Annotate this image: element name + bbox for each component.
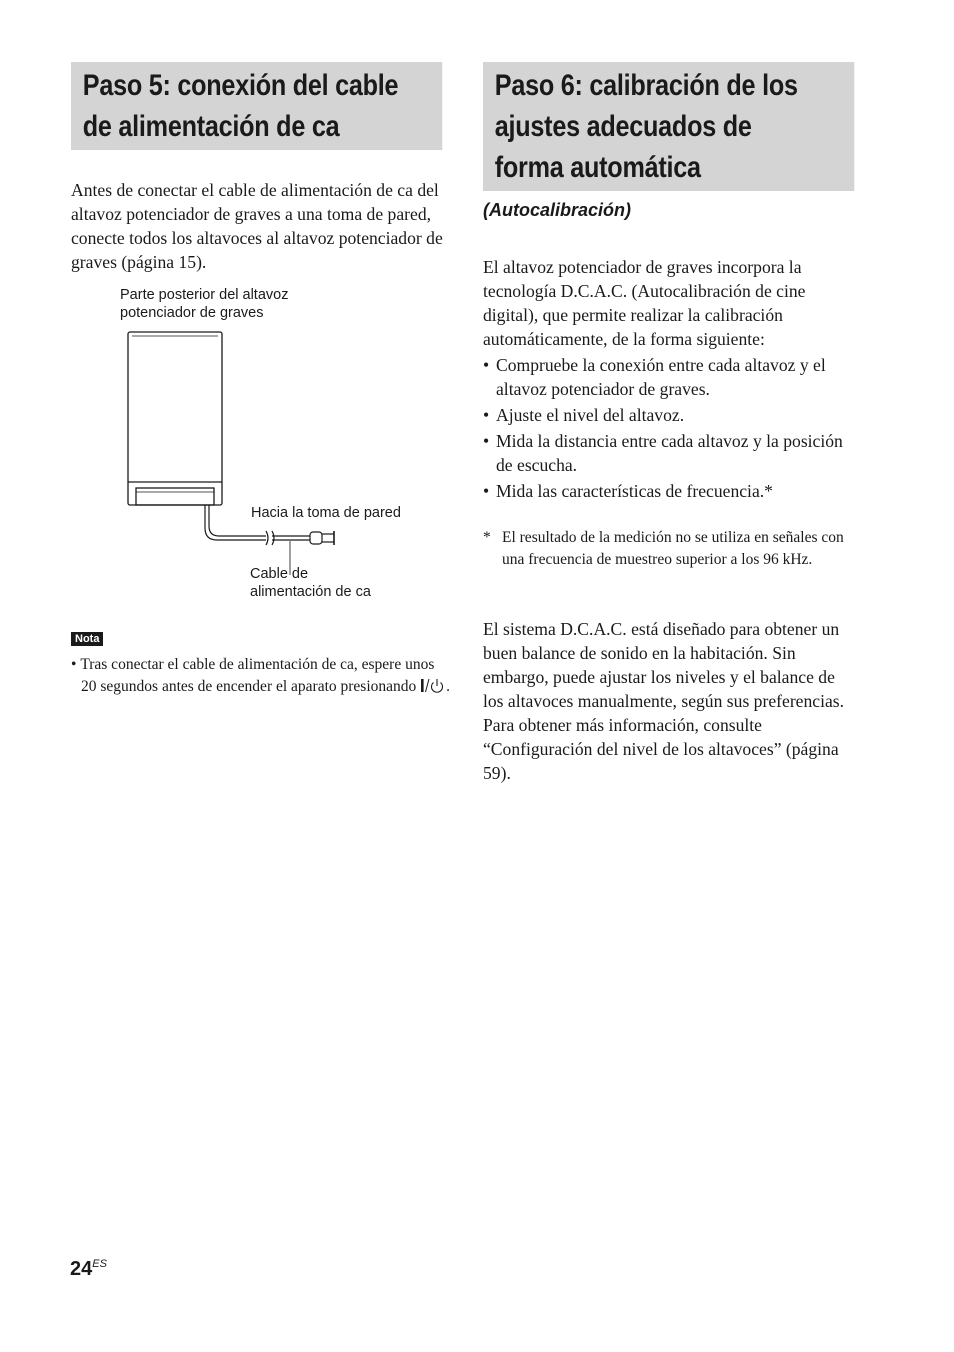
step6-heading-line1: Paso 6: calibración de los	[494, 69, 798, 102]
step5-heading-line1: Paso 5: conexión del cable	[82, 69, 399, 102]
footnote	[483, 527, 855, 570]
step5-heading-line2: de alimentación de ca	[82, 110, 340, 143]
list-item: • Mida las características de frecuencia.*	[483, 479, 855, 503]
note-badge: Nota	[71, 632, 103, 646]
list-item: • Ajuste el nivel del altavoz.	[483, 403, 855, 427]
step6-intro: El altavoz potenciador de graves incorpora la tecnología D.C.A.C. (Autocalibración de cine digital), que permite realizar la calibración automáticamente, de la forma siguiente:	[483, 257, 806, 349]
step5-heading	[71, 62, 442, 150]
list-item: • Mida la distancia entre cada altavoz y la posición de escucha.	[483, 429, 855, 477]
step6-heading-line3: forma automática	[494, 151, 701, 184]
step6-closing: El sistema D.C.A.C. está diseñado para obtener un buen balance de sonido en la habitación. Sin embargo, puede ajustar los niveles y el balance de los altavoces manualmente, según sus preferencias. Para obtener más información, consulte “Configuración del nivel de los altavoces” (página 59).	[483, 619, 845, 783]
diagram-label-rear: Parte posterior del altavoz potenciador de graves	[120, 287, 289, 321]
list-item: • Compruebe la conexión entre cada altavoz y el altavoz potenciador de graves.	[483, 353, 855, 401]
subwoofer-diagram	[120, 328, 380, 418]
subwoofer-rear-illustration	[128, 332, 222, 505]
footnote-mark: *	[483, 529, 491, 546]
footnote-text: El resultado de la medición no se utiliza en señales con una frecuencia de muestreo superior a los 96 kHz.	[502, 529, 844, 568]
power-standby-icon	[420, 678, 446, 693]
page-suffix: ES	[92, 1258, 107, 1270]
step6-heading	[483, 62, 854, 191]
step6-subheading: (Autocalibración)	[483, 200, 632, 220]
note-text: • Tras conectar el cable de alimentación de ca, espere unos 20 segundos antes de encender el aparato presionando .	[71, 656, 451, 695]
page-number: $24^{ES}$	[70, 1258, 107, 1280]
step6-heading-line2: ajustes adecuados de	[494, 110, 752, 143]
diagram-label-cable: Cable de alimentación de ca	[250, 566, 371, 600]
diagram-label-wall: Hacia la toma de pared	[251, 505, 401, 521]
step6-bullet-list	[483, 353, 855, 505]
step5-intro: Antes de conectar el cable de alimentación de ca del altavoz potenciador de graves a una toma de pared, conecte todos los altavoces al altavoz potenciador de graves (página 15).	[71, 180, 443, 272]
